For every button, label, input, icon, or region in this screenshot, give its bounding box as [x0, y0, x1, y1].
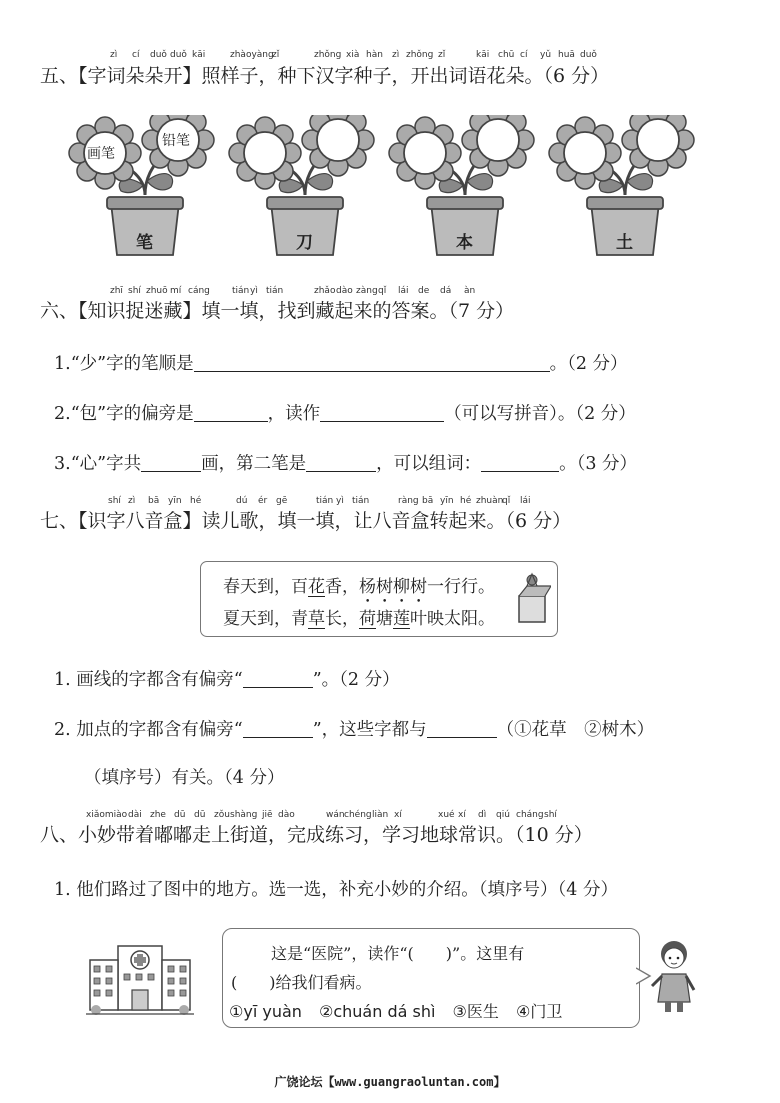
s7-question-1: 1. 画线的字都含有偏旁“ ”。（2 分） — [54, 670, 400, 690]
answer-blank[interactable] — [243, 669, 313, 688]
bubble-line-2: ( )给我们看病。 — [231, 973, 372, 992]
s6-question-2: 2.“包”字的偏旁是 ，读作 （可以写拼音）。（2 分） — [54, 404, 636, 424]
footer-site-label: 广饶论坛【www.guangraoluntan.com】 — [274, 1075, 506, 1089]
option-3: ③医生 — [452, 1002, 499, 1021]
pot-char-3: 本 — [456, 233, 473, 253]
option-2: ②chuán dá shì — [319, 1002, 436, 1021]
girl-xiaomiao-icon — [650, 938, 696, 1012]
poem-line-1: 春天到，百花香，杨树柳树一行行。 — [223, 577, 495, 597]
s7-question-2-cont: （填序号）有关。（4 分） — [84, 768, 285, 788]
section-6-title: 六、【知识捉迷藏】填一填，找到藏起来的答案。（7 分） — [40, 300, 515, 322]
answer-blank[interactable] — [194, 403, 268, 422]
answer-blank[interactable] — [243, 719, 313, 738]
answer-blank[interactable] — [194, 353, 550, 372]
answer-blank[interactable] — [141, 453, 201, 472]
answer-blank[interactable] — [320, 403, 444, 422]
s8-question-1: 1. 他们路过了图中的地方。选一选，补充小妙的介绍。（填序号）（4 分） — [54, 880, 618, 900]
answer-blank[interactable] — [306, 453, 376, 472]
section-7-title: 七、【识字八音盒】读儿歌，填一填，让八音盒转起来。（6 分） — [40, 510, 572, 532]
s7-question-2: 2. 加点的字都含有偏旁“ ”，这些字都与 （①花草 ②树木） — [54, 720, 655, 740]
answer-blank[interactable] — [481, 453, 559, 472]
hospital-icon — [86, 940, 194, 1016]
s6-question-3: 3.“心”字共 画，第二笔是 ，可以组词： 。（3 分） — [54, 454, 638, 474]
pot-char-2: 刀 — [296, 233, 313, 253]
music-box-poem — [200, 561, 558, 637]
pot-char-4: 土 — [616, 233, 633, 253]
flower-pots-illustration — [60, 115, 710, 265]
option-4: ④门卫 — [515, 1002, 563, 1021]
music-box-icon — [513, 570, 551, 628]
answer-blank[interactable] — [427, 719, 497, 738]
poem-line-2: 夏天到，青草长，荷塘莲叶映太阳。 — [223, 609, 495, 629]
bubble-line-1: 这是“医院”，读作“( )”。这里有 — [271, 944, 525, 963]
section-8-title: 八、小妙带着嘟嘟走上街道，完成练习，学习地球常识。（10 分） — [40, 824, 593, 846]
section-5-title: 五、【字词朵朵开】照样子，种下汉字种子，开出词语花朵。（6 分） — [40, 65, 610, 87]
s6-question-1: 1.“少”字的笔顺是 。（2 分） — [54, 354, 628, 374]
example-word-1: 画笔 — [87, 146, 115, 162]
option-1: ①yī yuàn — [229, 1002, 302, 1021]
speech-bubble — [222, 928, 640, 1028]
options-row — [229, 999, 562, 1022]
pot-char-1: 笔 — [136, 233, 153, 253]
example-word-2: 铅笔 — [162, 133, 190, 149]
